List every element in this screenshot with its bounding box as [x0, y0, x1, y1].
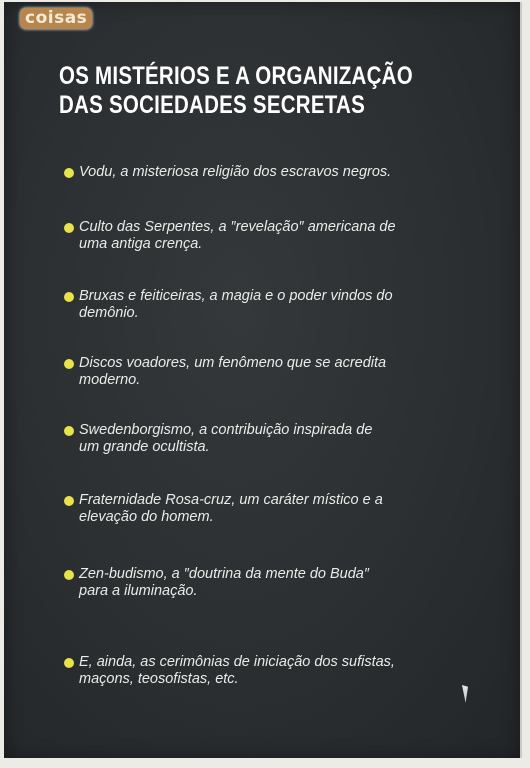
bullet-icon	[64, 658, 74, 668]
cover-title	[59, 62, 413, 120]
list-item	[64, 492, 474, 526]
title-line-2: DAS SOCIEDADES SECRETAS	[59, 91, 366, 119]
list-item	[64, 422, 474, 456]
bullet-icon	[64, 496, 74, 506]
bullet-icon	[64, 570, 74, 580]
list-item-line-1: Fraternidade Rosa-cruz, um caráter místico e a	[79, 492, 383, 508]
list-item-line-2: demônio.	[79, 305, 139, 321]
list-item-line-2: uma antiga crença.	[79, 236, 203, 252]
list-item	[64, 566, 474, 600]
bullet-icon	[64, 359, 74, 369]
list-item-line-1: Culto das Serpentes, a ″revelação″ americana de	[79, 219, 396, 235]
list-item-line-1: Swedenborgismo, a contribuição inspirada de	[79, 422, 373, 438]
title-line-1: OS MISTÉRIOS E A ORGANIZAÇÃO	[59, 62, 413, 90]
bullet-icon	[64, 168, 74, 178]
bullet-icon	[64, 426, 74, 436]
list-item	[64, 164, 474, 181]
list-item-line-1: Discos voadores, um fenômeno que se acredita	[79, 355, 387, 371]
list-item-line-2: para a iluminação.	[79, 583, 198, 599]
bullet-icon	[64, 223, 74, 233]
list-item-line-2: maçons, teosofistas, etc.	[79, 671, 239, 687]
list-item-line-2: moderno.	[79, 372, 141, 388]
list-item-line-2: um grande ocultista.	[79, 439, 210, 455]
list-item-line-1: Zen-budismo, a ″doutrina da mente do Buda″	[79, 566, 369, 582]
list-item-line-1: Bruxas e feiticeiras, a magia e o poder vindos do	[79, 288, 393, 304]
list-item	[64, 654, 474, 688]
watermark-logo: coisas	[20, 8, 92, 29]
list-item	[64, 355, 474, 389]
list-item	[64, 288, 474, 322]
list-item-line-1: E, ainda, as cerimônias de iniciação dos sufistas,	[79, 654, 395, 670]
list-item-line-2: elevação do homem.	[79, 509, 214, 525]
list-item	[64, 219, 474, 253]
list-item-line-1: Vodu, a misteriosa religião dos escravos negros.	[79, 164, 392, 180]
bullet-icon	[64, 292, 74, 302]
